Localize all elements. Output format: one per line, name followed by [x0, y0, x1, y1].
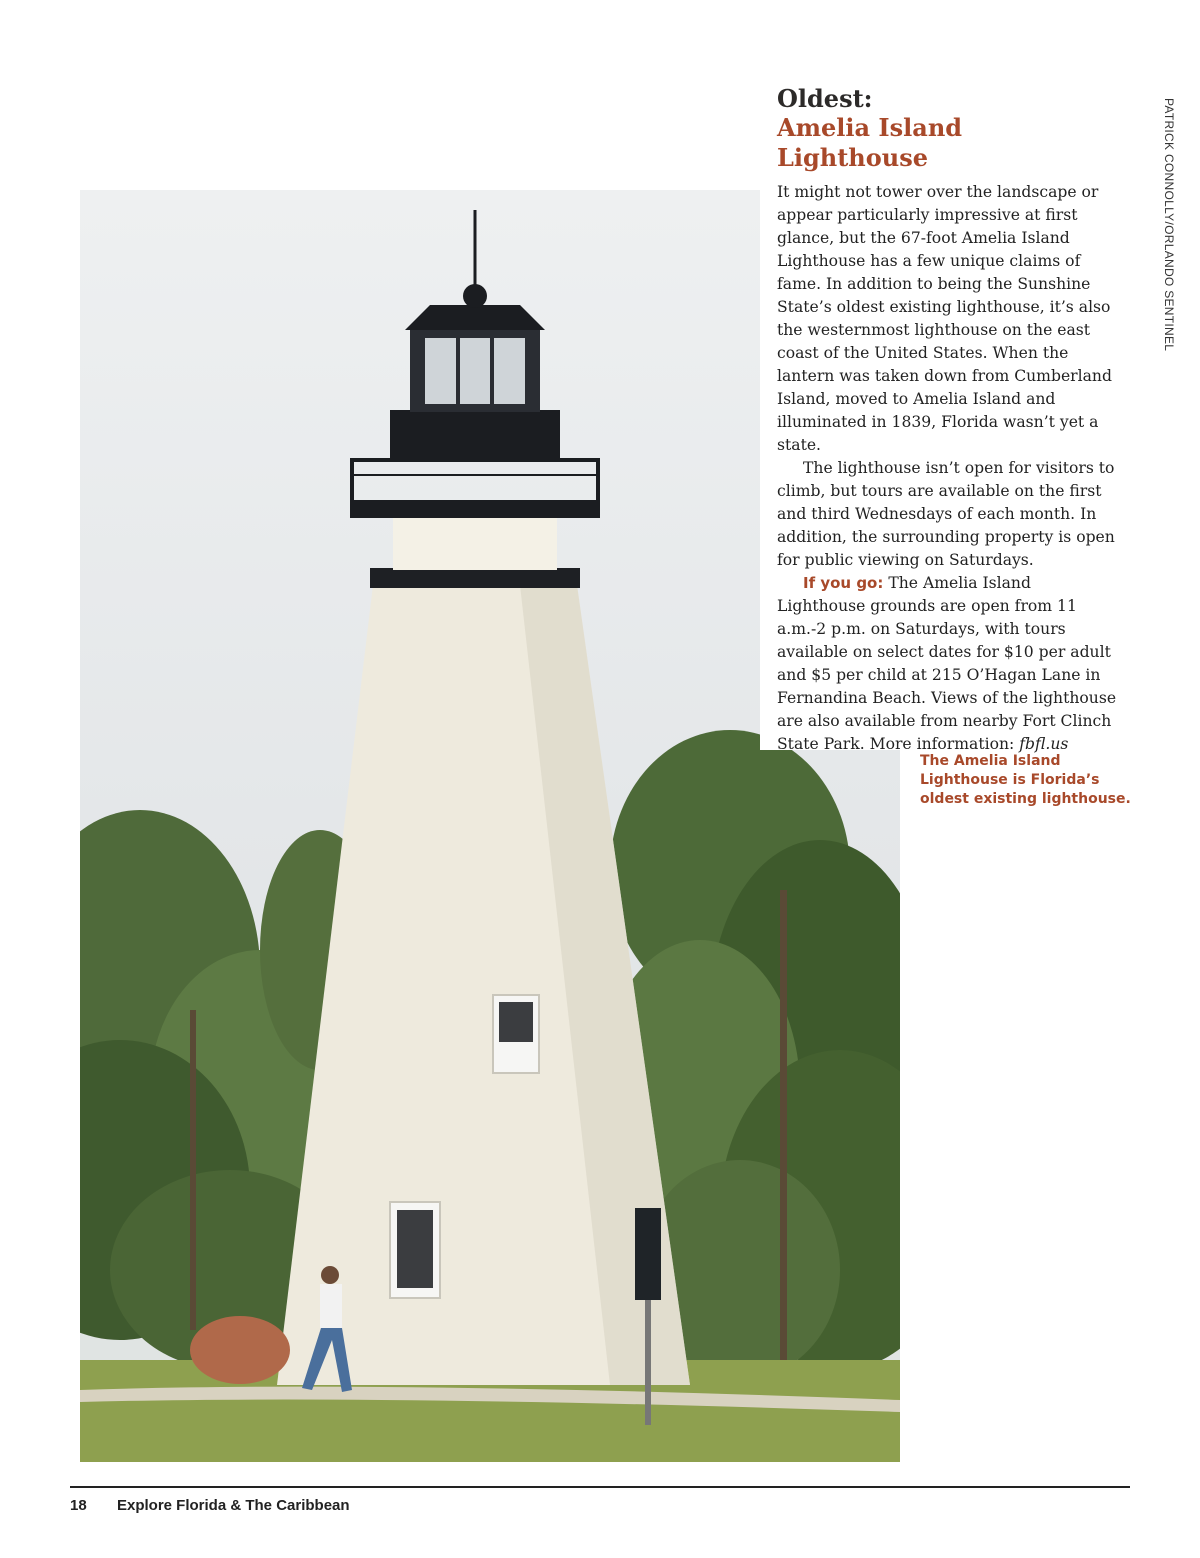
article-body: [777, 181, 1122, 756]
if-you-go-label: If you go:: [803, 574, 884, 592]
footer-divider: [70, 1486, 1130, 1488]
website-link[interactable]: fbfl.us: [1019, 735, 1069, 753]
paragraph-1: It might not tower over the landscape or appear particularly impressive at first glance, but the 67-foot Amelia Island Lighthouse has a few unique claims of fame. In addition to being the Sunshine State’s oldest existing lighthouse, it’s also the westernmost lighthouse on the east coast of the United States. When the lantern was taken down from Cumberland Island, moved to Amelia Island and illuminated in 1839, Florida wasn’t yet a state.: [777, 183, 1112, 454]
photo-credit: PATRICK CONNOLLY/ORLANDO SENTINEL: [1162, 98, 1176, 352]
photo-caption: The Amelia Island Lighthouse is Florida’s oldest existing lighthouse.: [920, 753, 1131, 807]
shrub: [190, 1316, 290, 1384]
article-kicker: Oldest:: [777, 84, 873, 113]
if-you-go-text: The Amelia Island Lighthouse grounds are open from 11 a.m.-2 p.m. on Saturdays, with tours available on select dates for $10 per adult and $5 per child at 215 O’Hagan Lane in Fernandina Beach. Views of the lighthouse are also available from nearby Fort Clinch State Park. More information:: [777, 574, 1117, 753]
paragraph-2: The lighthouse isn’t open for visitors to climb, but tours are available on the first and third Wednesdays of each month. In addition, the surrounding property is open for public viewing on Saturdays.: [777, 459, 1115, 569]
article-title: Amelia Island Lighthouse: [777, 113, 963, 172]
if-you-go-paragraph: [777, 572, 1122, 756]
historic-marker: [635, 1208, 661, 1300]
page-number: 18: [70, 1497, 87, 1514]
publication-name: Explore Florida & The Caribbean: [117, 1497, 350, 1514]
